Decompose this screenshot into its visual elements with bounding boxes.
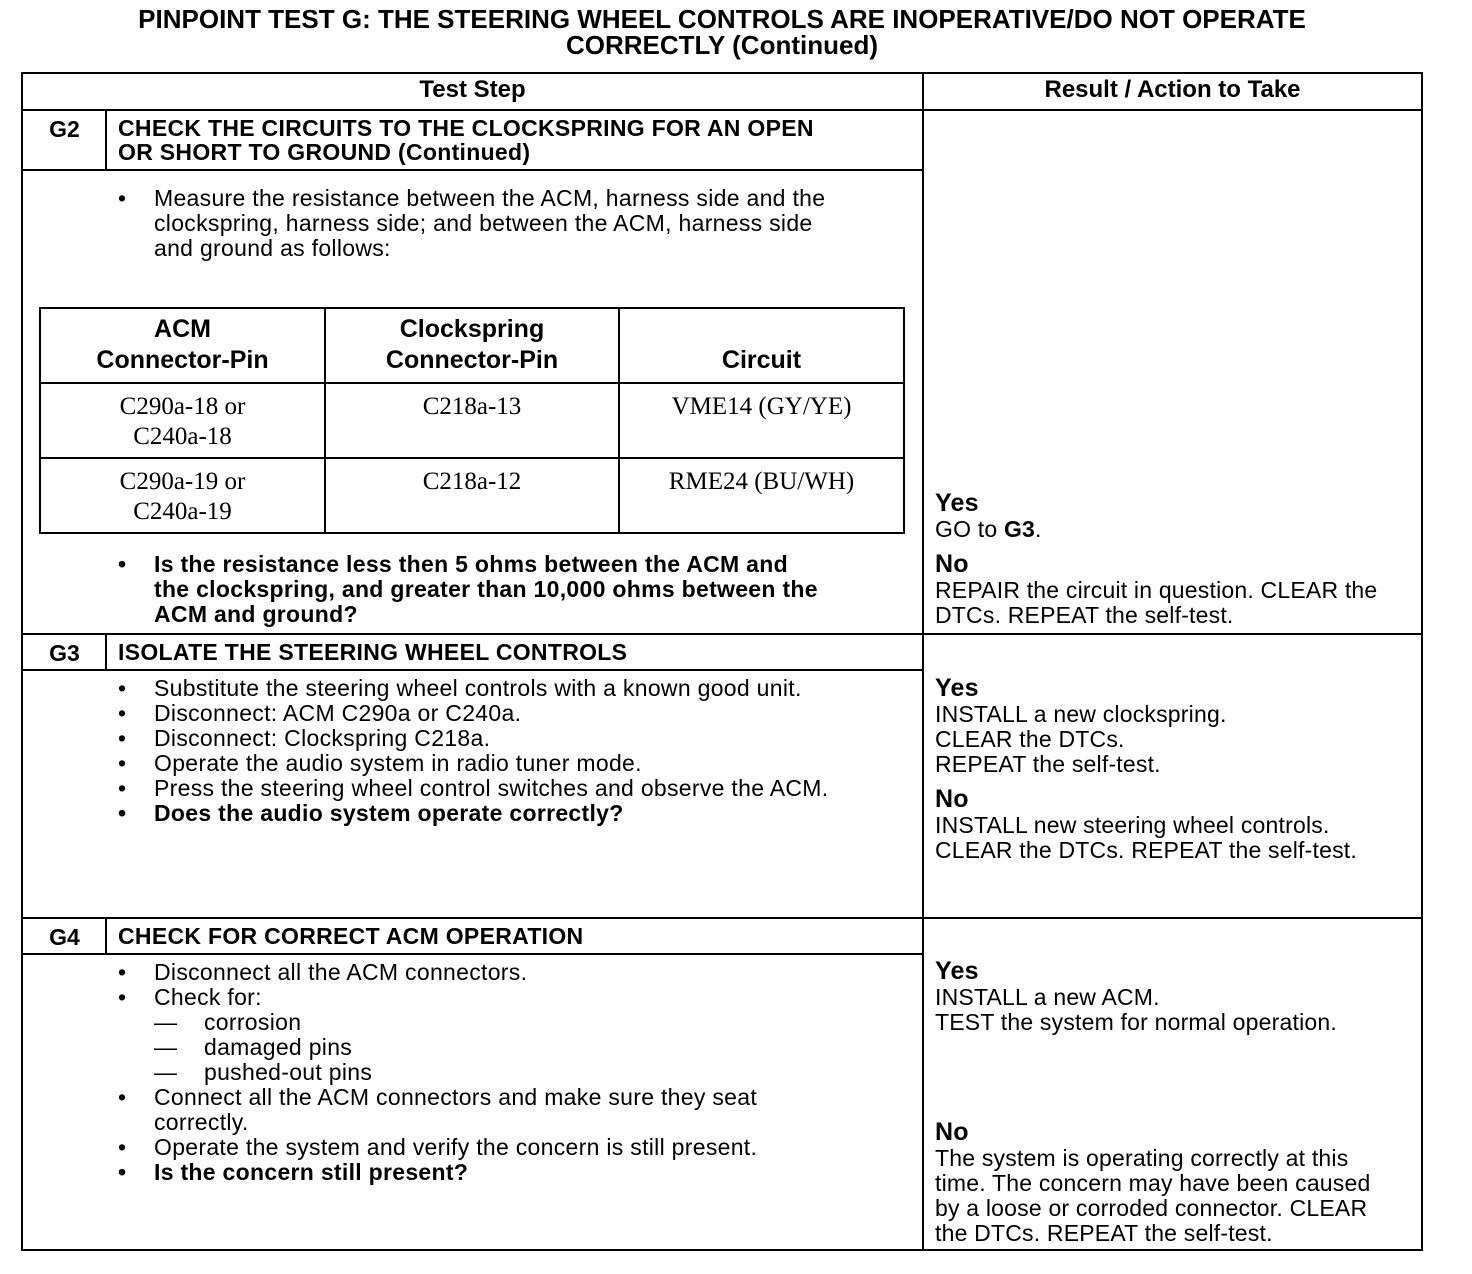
yes-action-text: GO to [935,516,1004,542]
text-line: • Is the resistance less then 5 ohms between the ACM and [154,551,788,577]
list-item [118,552,918,627]
title-line-2: CORRECTLY (Continued) [566,30,878,60]
step-id-divider [105,109,107,170]
step-id-g3: G3 [49,640,80,666]
g2-instructions [118,186,918,261]
step-title-g3: ISOLATE THE STEERING WHEEL CONTROLS [118,639,628,665]
text-line: CLEAR the DTCs. REPEAT the self-test. [935,837,1357,863]
table-header-cell [40,308,325,383]
text-line: CLEAR the DTCs. [935,726,1125,752]
g4-result-no [935,1118,1370,1246]
text-line: REPEAT the self-test. [935,751,1161,777]
no-label: No [935,550,969,578]
step-divider [23,633,1421,635]
cell-line: C290a-18 or [119,393,246,420]
text-line: INSTALL a new ACM. [935,984,1160,1010]
step-title-g2-line-2: OR SHORT TO GROUND (Continued) [118,139,531,165]
step-title-divider [23,953,922,955]
g2-result [935,489,1377,628]
table-row [40,383,904,458]
text-line: • Connect all the ACM connectors and make sure they seat [154,1084,758,1110]
text-line: by a loose or corroded connector. CLEAR [935,1195,1368,1221]
pinpoint-test-table [21,72,1423,1251]
list-item: • Check for: [118,985,918,1010]
text-line: the clockspring, and greater than 10,000 ohms between the [154,576,818,602]
list-item: • Does the audio system operate correctly? [118,801,918,826]
header-line: Clockspring [399,315,545,343]
header-divider [23,109,1421,111]
cell-line: C240a-19 [133,498,232,525]
resistance-table [39,307,905,534]
text-line: and ground as follows: [154,235,391,261]
header-line: Connector-Pin [385,346,559,374]
list-item: • Is the concern still present? [118,1160,918,1185]
list-item: • Disconnect all the ACM connectors. [118,960,918,985]
list-item [118,186,918,261]
list-item: • Operate the system and verify the concern is still present. [118,1135,918,1160]
column-divider [922,74,924,1249]
text-line: INSTALL a new clockspring. [935,701,1227,727]
step-id-divider [105,633,107,670]
sub-list-item: — pushed-out pins [118,1060,918,1085]
text-line: DTCs. REPEAT the self-test. [935,602,1234,628]
list-item: • Disconnect: ACM C290a or C240a. [118,701,918,726]
step-id-divider [105,917,107,954]
yes-action [935,517,1377,542]
text-line: correctly. [154,1109,249,1135]
table-cell [40,383,325,458]
list-item [118,1085,918,1135]
text-line: clockspring, harness side; and between the ACM, harness side [154,210,813,236]
list-item: • Press the steering wheel control switches and observe the ACM. [118,776,918,801]
title-line-1: PINPOINT TEST G: THE STEERING WHEEL CONTROLS ARE INOPERATIVE/DO NOT OPERATE [138,4,1306,34]
step-title-g2 [118,116,814,164]
text-line: The system is operating correctly at this [935,1145,1349,1171]
text-line: INSTALL new steering wheel controls. [935,812,1330,838]
no-label: No [935,785,969,813]
table-header-cell [619,308,904,383]
yes-label: Yes [935,674,979,702]
cell-line: C240a-18 [133,423,232,450]
no-label: No [935,1118,969,1146]
text-line: REPAIR the circuit in question. CLEAR the [935,577,1378,603]
table-cell: VME14 (GY/YE) [619,383,904,458]
step-title-g4: CHECK FOR CORRECT ACM OPERATION [118,923,584,949]
yes-label: Yes [935,957,979,985]
text-line: ACM and ground? [154,601,358,627]
sub-list-item: — corrosion [118,1010,918,1035]
text-line: time. The concern may have been caused [935,1170,1371,1196]
cell-line: C290a-19 or [119,468,246,495]
g2-question [118,552,918,627]
text-line: • Measure the resistance between the ACM, harness side and the [154,185,826,211]
text-line: TEST the system for normal operation. [935,1009,1337,1035]
step-title-g2-line-1: CHECK THE CIRCUITS TO THE CLOCKSPRING FOR AN OPEN [118,115,814,141]
table-cell [40,458,325,533]
step-title-divider [23,169,922,171]
list-item: • Substitute the steering wheel controls with a known good unit. [118,676,918,701]
step-divider [23,917,1421,919]
table-cell: C218a-13 [325,383,619,458]
header-line: ACM [154,315,211,343]
header-test-step: Test Step [419,76,526,103]
table-header-cell [325,308,619,383]
list-item: • Disconnect: Clockspring C218a. [118,726,918,751]
table-row [40,458,904,533]
step-reference-link[interactable]: G3 [1003,516,1036,542]
yes-action-end: . [1035,516,1042,542]
header-line: Connector-Pin [96,346,269,374]
list-item: • Operate the audio system in radio tuner mode. [118,751,918,776]
g3-result [935,674,1357,863]
step-id-g4: G4 [49,924,80,950]
g4-instructions [118,960,918,1185]
page-title [0,6,1444,58]
g3-instructions [118,676,918,826]
table-header-row [40,308,904,383]
header-line: Circuit [721,346,802,374]
g4-result-yes [935,957,1337,1035]
sub-list-item: — damaged pins [118,1035,918,1060]
table-cell: RME24 (BU/WH) [619,458,904,533]
yes-label: Yes [935,489,979,517]
table-cell: C218a-12 [325,458,619,533]
text-line: the DTCs. REPEAT the self-test. [935,1220,1273,1246]
step-id-g2: G2 [49,116,80,142]
header-result: Result / Action to Take [1044,76,1301,103]
step-title-divider [23,669,922,671]
